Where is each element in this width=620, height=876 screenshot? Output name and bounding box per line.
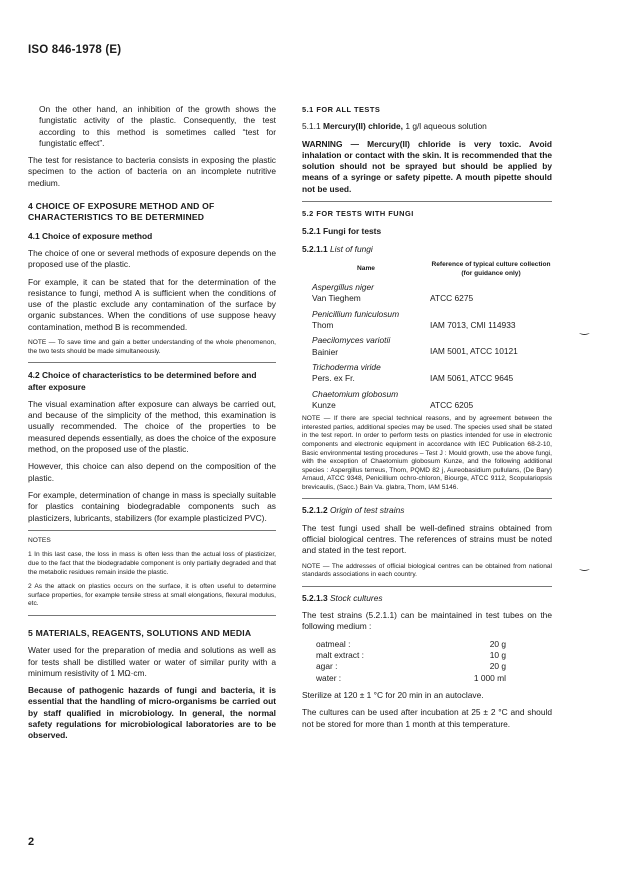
note: NOTE — The addresses of official biological centres can be obtained from national standards associations in each country. [302,562,552,579]
species-author: Kunze [312,399,336,410]
species-author: Van Tieghem [312,293,361,304]
ingredient: malt extract : [316,650,364,661]
paragraph: The choice of one or several methods of exposure depends on the proposed use of the plastic. [28,247,276,270]
quantity: 10 g [489,650,506,661]
paragraph: For example, determination of change in mass is specially suitable for plastics containing biodegradable components such as plasticizers, lubricants, stabilizers (for example plasticized PVC). [28,489,276,523]
clause-number: 5.1.1 [302,121,321,132]
section-4-1-heading: 4.1 Choice of exposure method [28,230,153,241]
note: NOTE — To save time and gain a better understanding of the whole phenomenon, the two tests should be made simultaneously. [28,339,276,355]
table-row [302,335,552,358]
species-name: Aspergillus niger [312,282,374,293]
species-reference: IAM 5061, ATCC 9645 [430,372,514,383]
margin-mark: ‿ [580,559,589,571]
column-header-name: Name [357,264,375,272]
section-5-2-heading: 5.2 FOR TESTS WITH FUNGI [302,209,414,219]
table-row [302,389,552,412]
species-reference: ATCC 6205 [430,399,474,410]
paragraph [302,121,552,132]
column-header-reference: Reference of typical culture collection (for guidance only) [431,260,551,277]
paragraph: For example, it can be stated that for the determination of the resistance to fungi, method A is sufficient when the conditions of use of the plastic exclude any contamination of the surface by organic substances. When the conditions of use suppose heavy contamination, method B is recommended. [28,276,276,332]
table-row [302,282,552,305]
note: 2 As the attack on plastics occurs on the surface, it is often useful to determine surface properties, for example tensile stress at small elongations, flexural modulus, etc. [28,583,276,608]
paragraph: The test for resistance to bacteria consists in exposing the plastic specimen to the action of bacteria on an incomplete nutritive medium. [28,155,276,188]
divider [302,498,552,499]
divider [28,362,276,363]
reagent-name: Mercury(II) chloride, [322,121,404,132]
paragraph: Water used for the preparation of media and solutions as well as for tests shall be distilled water or water of similar purity with a minimum resistivity of 1 MΩ·cm. [28,645,276,678]
subsection-heading [302,244,552,255]
ingredient: oatmeal : [316,638,351,649]
paragraph: The visual examination after exposure can always be carried out, and because of the simplicity of the method, this examination is usually recommended. The choice of the properties to be measured depends essentially, as does the choice of the exposure method, on the proposed use of the plastic. [28,398,276,455]
paragraph: The test strains (5.2.1.1) can be maintained in test tubes on the following medium : [302,610,552,632]
divider [302,586,552,587]
species-reference: IAM 7013, CMI 114933 [430,319,516,330]
species-author: Thom [312,320,334,331]
species-name: Trichoderma viride [312,361,381,372]
clause-number: 5.2.1.3 [302,592,328,603]
warning: WARNING — Mercury(II) chloride is very toxic. Avoid inhalation or contact with the skin. It is recommended that the solution should not be sprayed but should be applied by means of a syringe or safety pipette. A mouth pipette should not be used. [302,138,552,194]
clause-number: 5.2.1.1 [302,243,328,254]
table-row [302,362,552,385]
species-reference: ATCC 6275 [430,293,474,304]
subsection-title: Stock cultures [329,592,383,603]
right-column [302,104,552,736]
paragraph: The cultures can be used after incubation at 25 ± 2 °C and should not be stored for more than 1 month at this temperature. [302,707,552,729]
quantity: 20 g [489,661,506,672]
ingredient: water : [316,672,342,683]
document-header: ISO 846-1978 (E) [28,44,122,56]
clause-number: 5.2.1.2 [302,505,328,516]
note: NOTE — If there are special technical reasons, and by agreement between the interested parties, additional species may be used. The species used shall be stated in the test report. In order to perform tests on plastics intended for use in electronic components and electronic equipment in accordance with IEC Publication 68-2-10, Basic environmental testing procedures – Test J : Mould growth, use the above fungi, with the exception of Chaetomium globosum Kunze, and the following additional species : Aspergillus terreus, Thom, PQMD 82 j, Aureobasidium pullulans, (De Bary) Arnaud, ATCC 9348, Penicillium ochro-chloron, Biourge, ATCC 9112, Scopulariopsis brevicaulis, (Sacc.) Bain Va. glabra, Thom, IAM 5146. [302,415,552,491]
subsection-heading [302,505,552,516]
quantity: 1 000 ml [473,672,506,683]
paragraph: However, this choice can also depend on the composition of the plastic. [28,461,276,483]
divider [28,615,276,616]
subsection-heading [302,593,552,604]
section-5-2-1-heading: 5.2.1 Fungi for tests [302,226,382,237]
page-number: 2 [28,836,35,848]
margin-mark: ‿ [580,323,589,335]
species-name: Penicillium funiculosum [312,308,400,319]
species-reference: IAM 5001, ATCC 10121 [430,346,518,357]
safety-paragraph: Because of pathogenic hazards of fungi and bacteria, it is essential that the handling of micro-organisms be carried out by staff qualified in microbiology. In general, the normal safety regulations for microbiological laboratories are to be observed. [28,685,276,741]
paragraph: On the other hand, an inhibition of the growth shows the fungistatic activity of the plastic. Consequently, the test according to this method is sometimes called “test for fungistatic effect”. [39,104,276,148]
section-4-2-heading: 4.2 Choice of characteristics to be determined before and after exposure [28,370,257,392]
section-4-heading: 4 CHOICE OF EXPOSURE METHOD AND OF CHARACTERISTICS TO BE DETERMINED [28,201,215,223]
subsection-title: List of fungi [329,243,373,254]
reagent-spec: 1 g/l aqueous solution [403,121,487,132]
paragraph: Sterilize at 120 ± 1 °C for 20 min in an autoclave. [302,689,484,700]
left-column [28,104,276,748]
section-5-heading: 5 MATERIALS, REAGENTS, SOLUTIONS AND MEDIA [28,627,252,638]
quantity: 20 g [489,638,506,649]
species-author: Pers. ex Fr. [312,373,355,384]
table-row [302,309,552,332]
notes-title: NOTES [28,536,51,544]
divider [28,530,276,531]
divider [302,201,552,202]
species-author: Bainier [312,346,339,357]
species-name: Paecilomyces variotii [312,335,391,346]
medium-recipe [316,639,552,684]
section-5-1-heading: 5.1 FOR ALL TESTS [302,105,381,114]
paragraph: The test fungi used shall be well-defined strains obtained from official biological centres. The references of strains must be noted and stated in the test report. [302,522,552,556]
species-table [302,282,552,411]
subsection-title: Origin of test strains [329,505,405,516]
species-table-header [302,261,552,278]
ingredient: agar : [316,661,338,672]
note: 1 In this last case, the loss in mass is often less than the actual loss of plasticizer, due to the fact that the biodegradable component is only partially degraded and that the metabolic residues remain inside the plastic. [28,551,276,576]
species-name: Chaetomium globosum [312,388,399,399]
